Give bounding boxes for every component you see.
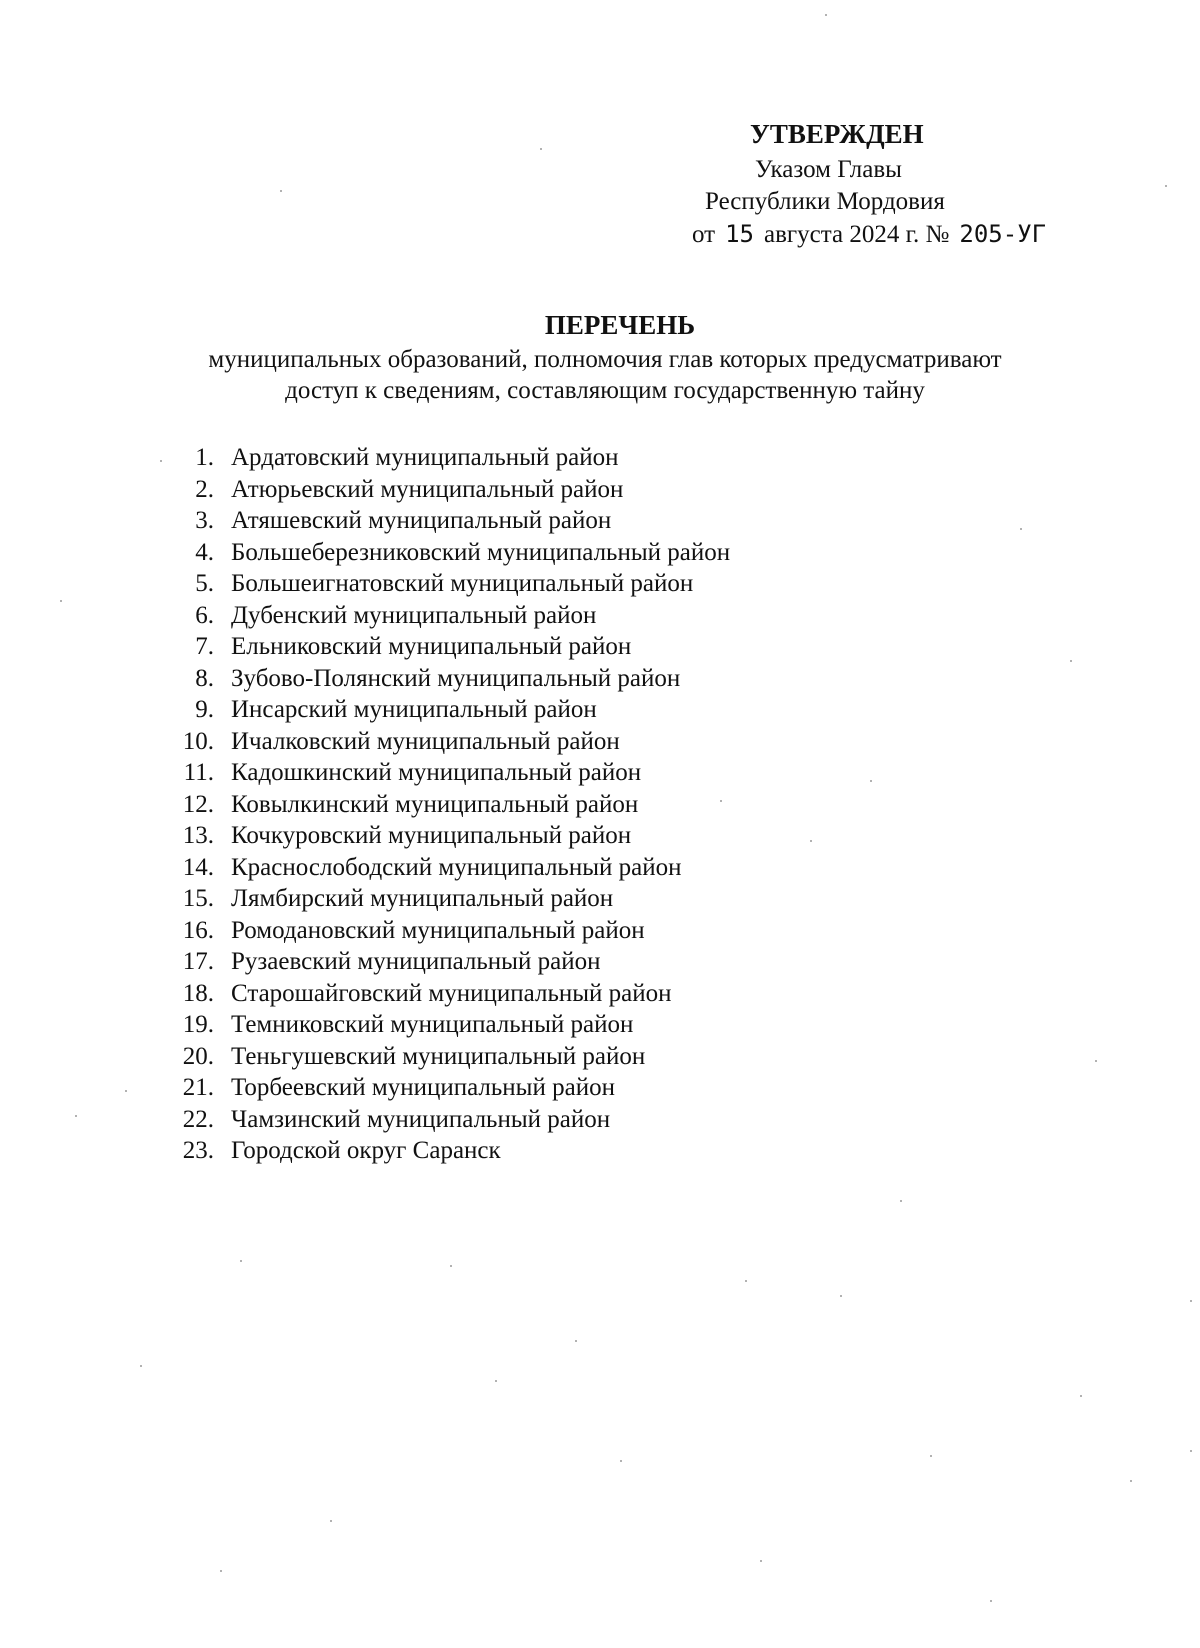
list-item-number: 19.	[182, 1011, 214, 1038]
list-item-number: 10.	[182, 727, 214, 755]
scan-speck	[160, 460, 162, 462]
list-item-number: 20.	[182, 1042, 214, 1070]
list-item-number: 11.	[183, 759, 214, 786]
heading-title: ПЕРЕЧЕНЬ	[544, 310, 696, 340]
scan-speck	[1165, 185, 1167, 187]
scan-speck	[140, 1365, 142, 1367]
municipality-list	[170, 442, 730, 1167]
list-item-text: Ромодановский муниципальный район	[231, 916, 645, 944]
scan-speck	[75, 1115, 77, 1117]
scan-speck	[125, 1090, 127, 1092]
list-item-number: 13.	[182, 822, 214, 849]
approval-decree-line: Указом Главы	[755, 156, 902, 183]
list-item-number: 3.	[195, 507, 214, 534]
scan-speck	[840, 1295, 842, 1297]
list-item	[170, 600, 730, 632]
list-item-text: Темниковский муниципальный район	[231, 1011, 634, 1038]
list-item-number: 23.	[182, 1137, 214, 1164]
list-item-number: 17.	[182, 948, 214, 975]
list-item-text: Атяшевский муниципальный район	[231, 507, 612, 534]
list-item	[170, 978, 730, 1010]
list-item-text: Чамзинский муниципальный район	[231, 1105, 611, 1133]
scan-speck	[1070, 660, 1072, 662]
scan-speck	[930, 1455, 932, 1457]
list-item-text: Атюрьевский муниципальный район	[231, 475, 624, 503]
list-item-number: 8.	[195, 664, 214, 692]
scan-speck	[620, 1460, 622, 1462]
scan-speck	[280, 190, 282, 192]
list-item	[170, 789, 730, 821]
list-item-text: Большеберезниковский муниципальный район	[231, 538, 731, 566]
scan-speck	[720, 800, 722, 802]
list-item	[170, 442, 730, 474]
scan-speck	[495, 1380, 497, 1382]
list-item-text: Зубово-Полянский муниципальный район	[231, 664, 681, 692]
list-item	[170, 726, 730, 758]
list-item-number: 12.	[182, 790, 214, 818]
list-item-text: Кочкуровский муниципальный район	[231, 822, 632, 849]
list-item-number: 5.	[195, 570, 214, 597]
list-item-text: Лямбирский муниципальный район	[231, 885, 614, 912]
list-item-number: 14.	[182, 853, 214, 881]
heading-subtitle-line1: муниципальных образований, полномочия глав которых предусматривают	[208, 346, 1002, 373]
list-item-text: Кадошкинский муниципальный район	[231, 759, 642, 786]
list-item	[170, 568, 730, 600]
scan-speck	[575, 1340, 577, 1342]
list-item-text: Инсарский муниципальный район	[231, 696, 597, 723]
list-item-number: 4.	[195, 538, 214, 566]
list-item-number: 6.	[195, 601, 214, 629]
list-item-text: Городской округ Саранск	[231, 1137, 501, 1164]
approval-date-line	[692, 218, 1046, 251]
list-item-number: 7.	[195, 633, 214, 660]
list-item	[170, 852, 730, 884]
document-heading	[120, 310, 1090, 406]
list-item-number: 2.	[195, 475, 214, 503]
list-item	[170, 1135, 730, 1167]
scan-speck	[1190, 1450, 1192, 1452]
list-item	[170, 631, 730, 663]
list-item-text: Торбеевский муниципальный район	[231, 1074, 615, 1101]
heading-subtitle-line2: доступ к сведениям, составляющим государственную тайну	[285, 377, 925, 404]
list-item-number: 16.	[182, 916, 214, 944]
list-item-number: 18.	[182, 979, 214, 1007]
scan-speck	[1020, 528, 1022, 530]
list-item-text: Дубенский муниципальный район	[231, 601, 597, 629]
list-item	[170, 757, 730, 789]
scan-speck	[540, 148, 542, 150]
list-item-text: Теньгушевский муниципальный район	[231, 1042, 646, 1070]
list-item-number: 15.	[182, 885, 214, 912]
scan-speck	[825, 14, 827, 16]
list-item-number: 1.	[195, 444, 214, 471]
list-item	[170, 1104, 730, 1136]
scan-speck	[870, 780, 872, 782]
list-item	[170, 1041, 730, 1073]
list-item-text: Ельниковский муниципальный район	[231, 633, 632, 660]
scan-speck	[450, 1265, 452, 1267]
list-item	[170, 1009, 730, 1041]
list-item	[170, 505, 730, 537]
scan-speck	[810, 840, 812, 842]
scan-speck	[220, 1570, 222, 1572]
list-item-text: Ардатовский муниципальный район	[231, 444, 619, 471]
scan-speck	[1095, 1060, 1097, 1062]
scan-speck	[745, 1280, 747, 1282]
scan-speck	[1190, 1300, 1192, 1302]
scan-speck	[330, 1520, 332, 1522]
list-item	[170, 663, 730, 695]
scan-speck	[900, 1200, 902, 1202]
list-item	[170, 694, 730, 726]
list-item-number: 22.	[182, 1105, 214, 1133]
list-item	[170, 474, 730, 506]
list-item	[170, 883, 730, 915]
approval-republic-line: Республики Мордовия	[705, 188, 945, 215]
date-day: 15	[725, 220, 755, 248]
list-item	[170, 915, 730, 947]
date-rest: августа 2024 г. №	[764, 221, 950, 248]
list-item	[170, 946, 730, 978]
list-item-text: Ковылкинский муниципальный район	[231, 790, 639, 818]
list-item	[170, 820, 730, 852]
list-item	[170, 1072, 730, 1104]
decree-number: 205-УГ	[959, 220, 1047, 248]
scan-speck	[240, 1260, 242, 1262]
date-prefix: от	[692, 221, 716, 248]
scan-speck	[990, 1600, 992, 1602]
list-item-number: 9.	[195, 696, 214, 723]
list-item-text: Рузаевский муниципальный район	[231, 948, 601, 975]
scan-speck	[760, 1560, 762, 1562]
list-item-text: Большеигнатовский муниципальный район	[231, 570, 694, 597]
list-item-number: 21.	[182, 1074, 214, 1101]
scan-speck	[1080, 1395, 1082, 1397]
approval-title: УТВЕРЖДЕН	[750, 119, 924, 149]
scan-speck	[60, 600, 62, 602]
list-item-text: Ичалковский муниципальный район	[231, 727, 620, 755]
list-item-text: Старошайговский муниципальный район	[231, 979, 672, 1007]
list-item	[170, 537, 730, 569]
list-item-text: Краснослободский муниципальный район	[231, 853, 682, 881]
scan-speck	[1130, 1480, 1132, 1482]
